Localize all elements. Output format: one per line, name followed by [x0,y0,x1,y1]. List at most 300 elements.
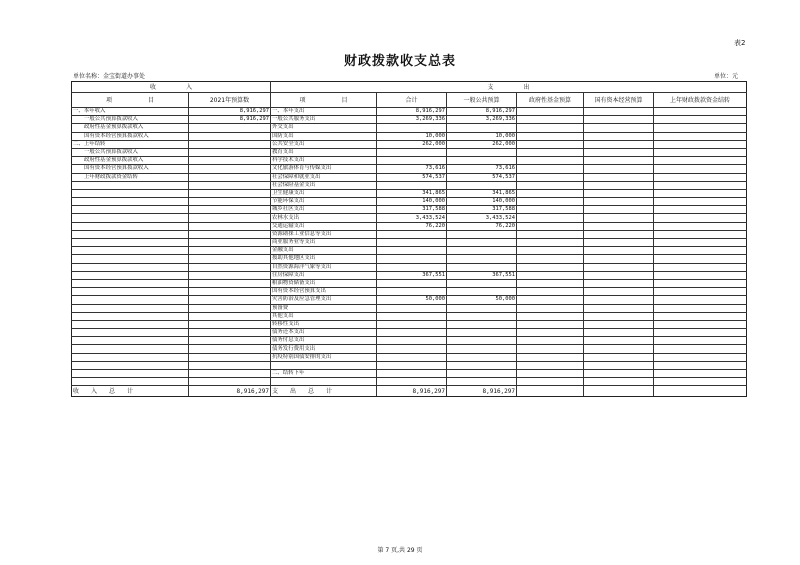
income-item: 国有资本经营预算拨款收入 [72,132,189,140]
carryover-value [654,230,747,238]
carryover-value [654,165,747,173]
gov-fund-value [517,108,584,116]
table-row [72,279,747,287]
expense-item: 国防支出 [271,132,377,140]
expense-item: 社会保险基金支出 [271,181,377,189]
gov-fund-value [517,329,584,337]
expense-item: 外交支出 [271,124,377,132]
gov-fund-value [517,361,584,369]
gov-fund-value [517,320,584,328]
general-budget-header: 一般公共预算 [447,93,517,108]
state-capital-value [584,132,654,140]
income-item: 国有资本经营预算拨款收入 [72,165,189,173]
state-capital-value [584,304,654,312]
expense-total-value: 140,000 [377,198,447,206]
general-budget-value [447,255,517,263]
gov-fund-value [517,116,584,124]
income-budget-value [189,214,271,222]
expense-total-value [377,337,447,345]
carryover-value [654,320,747,328]
expense-item-header: 项 目 [271,93,377,108]
unit-label: 单位：元 [714,73,739,80]
income-item [72,214,189,222]
expense-item: 住房保障支出 [271,271,377,279]
state-capital-value [584,181,654,189]
income-item [72,329,189,337]
total-header: 合计 [377,93,447,108]
general-budget-value: 73,616 [447,165,517,173]
table-row [72,173,747,181]
income-budget-value [189,239,271,247]
income-item [72,255,189,263]
expense-total-value [377,255,447,263]
expense-item: 债务发行费用支出 [271,345,377,353]
income-budget-value [189,337,271,345]
general-budget-value: 367,551 [447,271,517,279]
table-row [72,132,747,140]
table-row [72,247,747,255]
expense-total-value: 262,000 [377,140,447,148]
expense-total-value: 3,433,524 [377,214,447,222]
income-budget-value [189,222,271,230]
income-item [72,296,189,304]
gov-fund-value [517,370,584,378]
income-item [72,353,189,361]
table-row [72,181,747,189]
carryover-header: 上年财政拨款资金结转 [654,93,747,108]
state-capital-value [584,214,654,222]
general-budget-value [447,247,517,255]
carryover-value [654,157,747,165]
table-row [72,116,747,124]
table-row [72,370,747,378]
table-row [72,222,747,230]
income-item: 政府性基金预算拨款收入 [72,124,189,132]
state-capital-value [584,361,654,369]
income-budget-value [189,361,271,369]
income-budget-value [189,263,271,271]
unit-name: 单位名称：金宝街道办事处 [73,73,146,80]
expense-item: 转移性支出 [271,320,377,328]
income-budget-value [189,271,271,279]
state-capital-value [584,173,654,181]
carryover-value [654,124,747,132]
gov-fund-value [517,189,584,197]
income-item [72,312,189,320]
income-item [72,222,189,230]
gov-fund-value [517,206,584,214]
carryover-value [654,140,747,148]
general-budget-value [447,329,517,337]
expense-header: 支 出 [271,82,747,93]
income-budget-value [189,320,271,328]
carryover-value [654,108,747,116]
expense-item: 商业服务业等支出 [271,239,377,247]
expense-total-value: 73,616 [377,165,447,173]
state-capital-total [584,386,654,397]
income-budget-value: 8,916,297 [189,108,271,116]
expense-total-value [377,181,447,189]
gov-fund-value [517,255,584,263]
income-item: 一、本年收入 [72,108,189,116]
income-budget-value [189,353,271,361]
general-budget-value [447,378,517,386]
general-budget-value [447,312,517,320]
carryover-value [654,132,747,140]
carryover-value [654,198,747,206]
expense-total-value: 574,537 [377,173,447,181]
expense-total-value [377,279,447,287]
table-row [72,304,747,312]
gov-fund-value [517,353,584,361]
gov-fund-value [517,247,584,255]
state-capital-value [584,378,654,386]
carryover-value [654,370,747,378]
carryover-value [654,279,747,287]
income-item [72,361,189,369]
expense-total-value: 3,269,336 [377,116,447,124]
state-capital-value [584,296,654,304]
expense-total-value [377,263,447,271]
general-budget-value [447,353,517,361]
carryover-value [654,263,747,271]
general-budget-value: 50,000 [447,296,517,304]
gov-fund-value [517,288,584,296]
general-budget-value [447,288,517,296]
expense-total-value [377,353,447,361]
income-item [72,345,189,353]
expense-item: 资源勘探工业信息等支出 [271,230,377,238]
table-row [72,361,747,369]
income-item [72,198,189,206]
gov-fund-value [517,148,584,156]
gov-fund-value [517,239,584,247]
state-capital-value [584,140,654,148]
carryover-value [654,361,747,369]
state-capital-value [584,157,654,165]
general-budget-value: 341,865 [447,189,517,197]
carryover-value [654,239,747,247]
table-row [72,124,747,132]
income-budget-value [189,247,271,255]
expense-total-value [377,370,447,378]
general-budget-value [447,279,517,287]
state-capital-value [584,198,654,206]
income-budget-value [189,148,271,156]
income-budget-value [189,173,271,181]
income-budget-value [189,157,271,165]
income-item [72,263,189,271]
table-row [72,255,747,263]
table-row [72,271,747,279]
general-budget-value [447,320,517,328]
general-budget-value: 76,220 [447,222,517,230]
income-budget-value [189,124,271,132]
general-budget-value [447,148,517,156]
page-title: 财政拨款收支总表 [343,54,456,69]
general-budget-value [447,370,517,378]
table-row [72,206,747,214]
state-capital-value [584,189,654,197]
carryover-value [654,181,747,189]
table-row [72,329,747,337]
table-row [72,337,747,345]
state-capital-value [584,255,654,263]
gov-fund-value [517,173,584,181]
expense-item: 交通运输支出 [271,222,377,230]
general-budget-value: 317,588 [447,206,517,214]
table-row [72,198,747,206]
table-row [72,140,747,148]
state-capital-value [584,230,654,238]
table-row [72,296,747,304]
table-number: 表2 [734,39,746,47]
carryover-value [654,337,747,345]
expense-total-value [377,378,447,386]
carryover-value [654,329,747,337]
table-row [72,320,747,328]
state-capital-value [584,370,654,378]
income-item [72,320,189,328]
income-item: 一般公共预算拨款收入 [72,116,189,124]
income-item [72,206,189,214]
income-header: 收 入 [72,82,271,93]
expense-total-value [377,312,447,320]
gov-fund-value [517,124,584,132]
general-budget-value: 140,000 [447,198,517,206]
general-budget-value [447,304,517,312]
income-budget-value [189,304,271,312]
gov-fund-total [517,386,584,397]
gov-fund-value [517,222,584,230]
expense-item: 其他支出 [271,312,377,320]
general-budget-value: 10,000 [447,132,517,140]
table-row [72,214,747,222]
gov-fund-value [517,378,584,386]
carryover-value [654,296,747,304]
expense-item: 卫生健康支出 [271,189,377,197]
expense-total-sum: 8,916,297 [377,386,447,397]
income-item: 上年财政拨款资金结转 [72,173,189,181]
expense-item: 公共安全支出 [271,140,377,148]
state-capital-value [584,345,654,353]
income-budget-value [189,206,271,214]
income-budget-value [189,165,271,173]
expense-item: 农林水支出 [271,214,377,222]
table-row [72,157,747,165]
gov-fund-value [517,165,584,173]
expense-item: 节能环保支出 [271,198,377,206]
gov-fund-value [517,271,584,279]
table-row [72,353,747,361]
income-budget-value [189,189,271,197]
state-capital-value [584,116,654,124]
expense-total-value [377,320,447,328]
carryover-value [654,189,747,197]
gov-fund-value [517,132,584,140]
income-total-value: 8,916,297 [189,386,271,397]
table-row [72,288,747,296]
income-item [72,189,189,197]
income-item [72,279,189,287]
income-item [72,271,189,279]
totals-row [72,386,747,397]
state-capital-value [584,329,654,337]
carryover-value [654,353,747,361]
gov-fund-value [517,345,584,353]
expense-total-value [377,345,447,353]
general-budget-value [447,181,517,189]
table-row [72,345,747,353]
table-row [72,263,747,271]
carryover-value [654,206,747,214]
income-item [72,370,189,378]
gov-fund-value [517,337,584,345]
income-budget-value [189,288,271,296]
expense-total-value: 50,000 [377,296,447,304]
expense-total-value [377,124,447,132]
gov-fund-value [517,279,584,287]
gov-fund-value [517,214,584,222]
expense-item: 科学技术支出 [271,157,377,165]
gov-fund-value [517,304,584,312]
table-row [72,378,747,386]
expense-item: 抗疫特别国债安排的支出 [271,353,377,361]
gov-fund-value [517,140,584,148]
expense-item: 城乡社区支出 [271,206,377,214]
general-budget-total: 8,916,297 [447,386,517,397]
table-row [72,108,747,116]
gov-fund-header: 政府性基金预算 [517,93,584,108]
expense-total-value: 341,865 [377,189,447,197]
expense-item: 一、本年支出 [271,108,377,116]
general-budget-value: 8,916,297 [447,108,517,116]
carryover-value [654,304,747,312]
gov-fund-value [517,157,584,165]
income-budget-value [189,312,271,320]
state-capital-value [584,206,654,214]
carryover-value [654,271,747,279]
carryover-value [654,214,747,222]
expense-item: 自然资源海洋气象等支出 [271,263,377,271]
income-budget-value [189,140,271,148]
income-total-label: 收 入 总 计 [72,386,189,397]
state-capital-value [584,263,654,271]
state-capital-value [584,312,654,320]
expense-total-value [377,288,447,296]
income-item [72,247,189,255]
state-capital-value [584,239,654,247]
carryover-value [654,312,747,320]
expense-item: 援助其他地区支出 [271,255,377,263]
income-item [72,288,189,296]
expense-total-value [377,157,447,165]
gov-fund-value [517,230,584,238]
carryover-value [654,255,747,263]
expense-total-value [377,329,447,337]
expense-total-value [377,148,447,156]
state-capital-value [584,124,654,132]
expense-item [271,361,377,369]
gov-fund-value [517,181,584,189]
expense-item [271,378,377,386]
budget-2021-header: 2021年预算数 [189,93,271,108]
budget-table [71,81,747,397]
expense-total-value [377,230,447,238]
expense-item: 社会保障和就业支出 [271,173,377,181]
gov-fund-value [517,263,584,271]
expense-total-value: 317,588 [377,206,447,214]
state-capital-value [584,222,654,230]
expense-total-label: 支 出 总 计 [271,386,377,397]
income-budget-value: 8,916,297 [189,116,271,124]
carryover-value [654,247,747,255]
expense-total-value: 8,916,297 [377,108,447,116]
general-budget-value: 3,433,524 [447,214,517,222]
expense-item: 文化旅游体育与传媒支出 [271,165,377,173]
expense-total-value [377,361,447,369]
table-row [72,312,747,320]
expense-item: 债务还本支出 [271,329,377,337]
expense-total-value: 10,000 [377,132,447,140]
income-item [72,230,189,238]
expense-item: 教育支出 [271,148,377,156]
income-budget-value [189,370,271,378]
state-capital-value [584,353,654,361]
expense-total-value [377,304,447,312]
income-budget-value [189,181,271,189]
expense-item: 债务付息支出 [271,337,377,345]
income-budget-value [189,345,271,353]
state-capital-header: 国有资本经营预算 [584,93,654,108]
state-capital-value [584,148,654,156]
income-item [72,337,189,345]
general-budget-value [447,263,517,271]
table-row [72,189,747,197]
general-budget-value [447,157,517,165]
income-budget-value [189,296,271,304]
income-item: 二、上年结转 [72,140,189,148]
income-item [72,239,189,247]
state-capital-value [584,288,654,296]
general-budget-value [447,124,517,132]
income-item [72,304,189,312]
expense-item: 一般公共服务支出 [271,116,377,124]
income-item [72,378,189,386]
general-budget-value [447,361,517,369]
income-budget-value [189,329,271,337]
expense-item: 金融支出 [271,247,377,255]
expense-total-value: 367,551 [377,271,447,279]
income-item-header: 项 目 [72,93,189,108]
gov-fund-value [517,198,584,206]
carryover-value [654,378,747,386]
carryover-value [654,288,747,296]
state-capital-value [584,108,654,116]
income-budget-value [189,255,271,263]
expense-total-value [377,239,447,247]
income-item [72,181,189,189]
income-budget-value [189,198,271,206]
table-row [72,230,747,238]
carryover-value [654,222,747,230]
state-capital-value [584,279,654,287]
general-budget-value [447,337,517,345]
expense-item: 预备费 [271,304,377,312]
state-capital-value [584,271,654,279]
general-budget-value: 262,000 [447,140,517,148]
income-budget-value [189,378,271,386]
